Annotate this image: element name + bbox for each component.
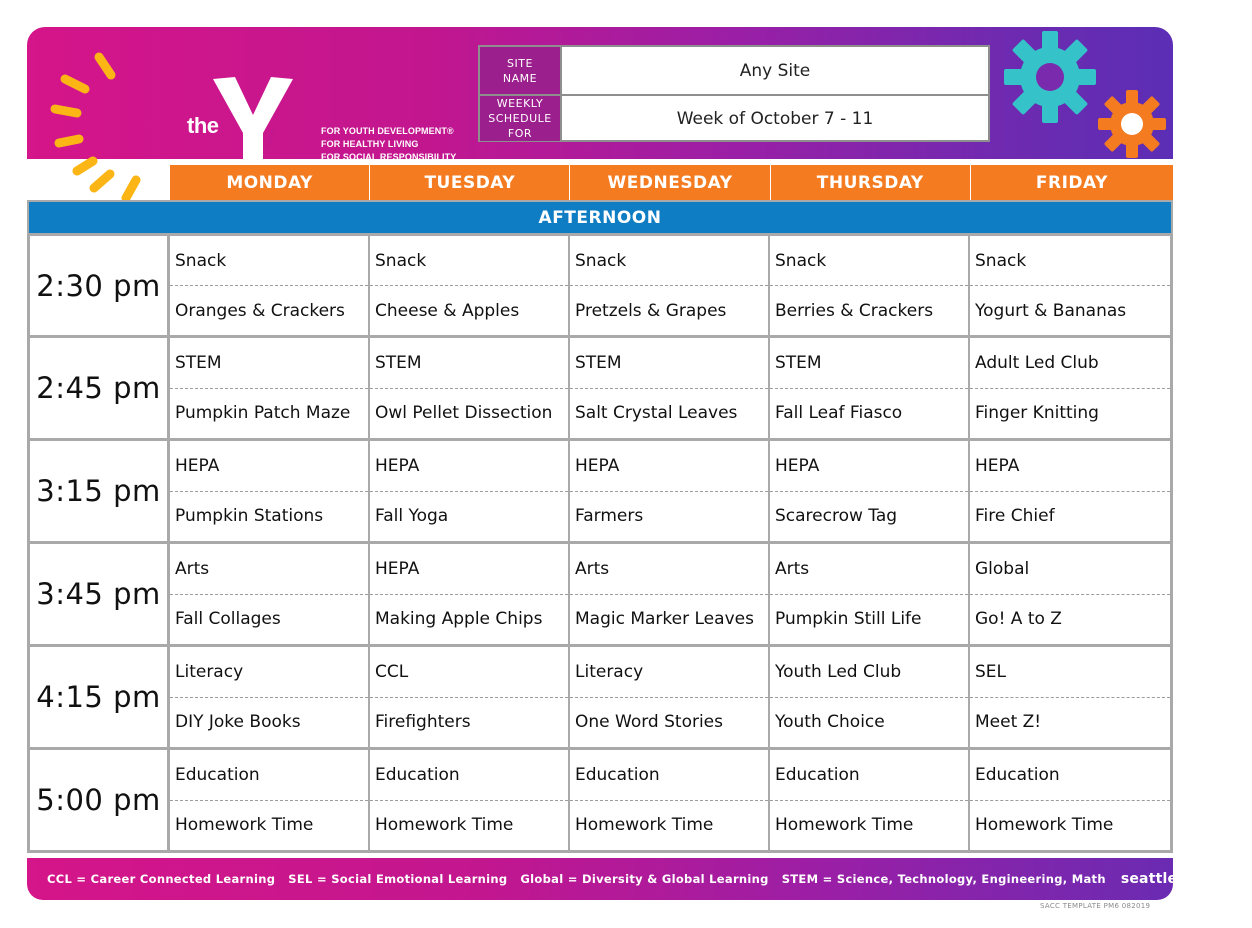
legend-ccl: CCL = Career Connected Learning — [47, 872, 276, 886]
activity-name: Pumpkin Still Life — [775, 609, 922, 630]
activity-cell-wednesday — [570, 544, 770, 644]
activity-cell-monday — [170, 750, 370, 850]
activity-cell-wednesday — [570, 338, 770, 438]
activity-name: Magic Marker Leaves — [575, 609, 754, 630]
activity-name: Homework Time — [775, 815, 914, 836]
time-slot-label: 4:15 pm — [27, 647, 170, 747]
gears-icon — [1000, 32, 1175, 167]
activity-category: HEPA — [170, 441, 368, 492]
activity-category: Literacy — [570, 647, 768, 698]
activity-name: Owl Pellet Dissection — [375, 403, 553, 424]
logo-the-text: the — [187, 113, 219, 138]
time-slot-label: 2:45 pm — [27, 338, 170, 438]
ymca-logo-icon — [209, 71, 299, 167]
activity-category: HEPA — [370, 441, 568, 492]
time-row — [27, 647, 1173, 750]
activity-name: Pumpkin Patch Maze — [175, 403, 351, 424]
footer-website: seattleymca.org — [1120, 871, 1252, 887]
activity-cell-thursday — [770, 236, 970, 335]
activity-cell-monday — [170, 441, 370, 541]
time-row — [27, 441, 1173, 544]
activity-cell-wednesday — [570, 236, 770, 335]
activity-category: Education — [170, 750, 368, 801]
activity-cell-tuesday — [370, 544, 570, 644]
weekly-schedule-label: WEEKLY SCHEDULE FOR — [480, 96, 562, 141]
activity-cell-thursday — [770, 441, 970, 541]
activity-cell-tuesday — [370, 236, 570, 335]
day-header-wednesday: WEDNESDAY — [570, 165, 769, 200]
activity-category: Literacy — [170, 647, 368, 698]
activity-name: Homework Time — [975, 815, 1114, 836]
activity-cell-friday — [970, 441, 1173, 541]
activity-category: Snack — [570, 236, 768, 286]
activity-name: Pumpkin Stations — [175, 506, 324, 527]
activity-cell-friday — [970, 236, 1173, 335]
activity-name: Youth Choice — [775, 712, 885, 733]
time-row — [27, 338, 1173, 441]
tagline — [321, 125, 456, 164]
time-slot-label: 2:30 pm — [27, 236, 170, 335]
activity-category: Arts — [770, 544, 968, 595]
time-slot-label: 3:45 pm — [27, 544, 170, 644]
activity-category: Snack — [770, 236, 968, 286]
weekly-schedule-value: Week of October 7 - 11 — [676, 108, 874, 129]
activity-cell-monday — [170, 338, 370, 438]
day-header-monday: MONDAY — [170, 165, 369, 200]
activity-name: Yogurt & Bananas — [975, 300, 1127, 321]
activity-cell-monday — [170, 544, 370, 644]
tagline-line: FOR YOUTH DEVELOPMENT® — [321, 126, 454, 136]
activity-name: Firefighters — [375, 712, 471, 733]
activity-name: One Word Stories — [575, 712, 724, 733]
activity-cell-monday — [170, 236, 370, 335]
days-header — [170, 165, 1173, 200]
activity-category: STEM — [170, 338, 368, 389]
activity-name: Scarecrow Tag — [775, 506, 898, 527]
legend-global: Global = Diversity & Global Learning — [520, 872, 769, 886]
activity-cell-wednesday — [570, 750, 770, 850]
legend-sel: SEL = Social Emotional Learning — [288, 872, 508, 886]
activity-cell-friday — [970, 338, 1173, 438]
activity-cell-thursday — [770, 544, 970, 644]
site-info-table — [478, 45, 990, 142]
activity-name: Making Apple Chips — [375, 609, 543, 630]
activity-name: Finger Knitting — [975, 403, 1099, 424]
activity-category: CCL — [370, 647, 568, 698]
template-code: SACC TEMPLATE PM6 082019 — [1040, 902, 1151, 910]
activity-name: DIY Joke Books — [175, 712, 301, 733]
activity-name: Fall Yoga — [375, 506, 449, 527]
activity-cell-tuesday — [370, 750, 570, 850]
activity-cell-thursday — [770, 750, 970, 850]
legend-stem: STEM = Science, Technology, Engineering, Math — [781, 872, 1106, 886]
time-slot-label: 5:00 pm — [27, 750, 170, 850]
activity-category: Education — [770, 750, 968, 801]
activity-name: Homework Time — [575, 815, 714, 836]
time-row — [27, 750, 1173, 853]
activity-category: Arts — [570, 544, 768, 595]
activity-category: HEPA — [770, 441, 968, 492]
activity-name: Cheese & Apples — [375, 300, 520, 321]
activity-cell-tuesday — [370, 647, 570, 747]
activity-name: Oranges & Crackers — [175, 300, 345, 321]
activity-name: Fire Chief — [975, 506, 1055, 527]
activity-cell-wednesday — [570, 441, 770, 541]
activity-category: STEM — [370, 338, 568, 389]
activity-category: HEPA — [370, 544, 568, 595]
tagline-line: FOR SOCIAL RESPONSIBILITY — [321, 152, 457, 162]
activity-cell-thursday — [770, 338, 970, 438]
activity-cell-tuesday — [370, 338, 570, 438]
activity-name: Fall Collages — [175, 609, 281, 630]
activity-cell-friday — [970, 544, 1173, 644]
day-header-thursday: THURSDAY — [771, 165, 970, 200]
activity-name: Fall Leaf Fiasco — [775, 403, 903, 424]
activity-category: Youth Led Club — [770, 647, 968, 698]
site-name-label: SITE NAME — [480, 47, 562, 94]
activity-name: Homework Time — [375, 815, 514, 836]
activity-name: Pretzels & Grapes — [575, 300, 727, 321]
section-title-afternoon: AFTERNOON — [27, 200, 1173, 235]
svg-text:YMCA: YMCA — [264, 129, 278, 152]
sun-rays-lower-icon — [80, 160, 160, 205]
activity-cell-friday — [970, 750, 1173, 850]
footer-bar — [27, 858, 1252, 900]
activity-category: Snack — [370, 236, 568, 286]
activity-name: Meet Z! — [975, 712, 1042, 733]
activity-name: Go! A to Z — [975, 609, 1062, 630]
activity-category: Adult Led Club — [970, 338, 1170, 389]
activity-category: Arts — [170, 544, 368, 595]
day-header-friday: FRIDAY — [971, 165, 1173, 200]
activity-category: Education — [970, 750, 1170, 801]
site-name-value: Any Site — [739, 60, 811, 81]
tagline-line: FOR HEALTHY LIVING — [321, 139, 419, 149]
time-row — [27, 544, 1173, 647]
activity-name: Homework Time — [175, 815, 314, 836]
schedule-grid — [27, 235, 1173, 853]
activity-category: Snack — [970, 236, 1170, 286]
activity-category: Snack — [170, 236, 368, 286]
activity-category: HEPA — [570, 441, 768, 492]
weekly-schedule-row — [480, 94, 988, 141]
time-row — [27, 235, 1173, 338]
activity-category: Global — [970, 544, 1170, 595]
activity-name: Farmers — [575, 506, 644, 527]
activity-cell-tuesday — [370, 441, 570, 541]
activity-category: Education — [370, 750, 568, 801]
activity-category: Education — [570, 750, 768, 801]
activity-cell-wednesday — [570, 647, 770, 747]
activity-category: STEM — [770, 338, 968, 389]
site-name-row — [480, 47, 988, 94]
activity-name: Salt Crystal Leaves — [575, 403, 738, 424]
activity-category: SEL — [970, 647, 1170, 698]
activity-cell-thursday — [770, 647, 970, 747]
day-header-tuesday: TUESDAY — [370, 165, 569, 200]
activity-name: Berries & Crackers — [775, 300, 934, 321]
activity-category: STEM — [570, 338, 768, 389]
activity-cell-friday — [970, 647, 1173, 747]
activity-category: HEPA — [970, 441, 1170, 492]
time-slot-label: 3:15 pm — [27, 441, 170, 541]
activity-cell-monday — [170, 647, 370, 747]
